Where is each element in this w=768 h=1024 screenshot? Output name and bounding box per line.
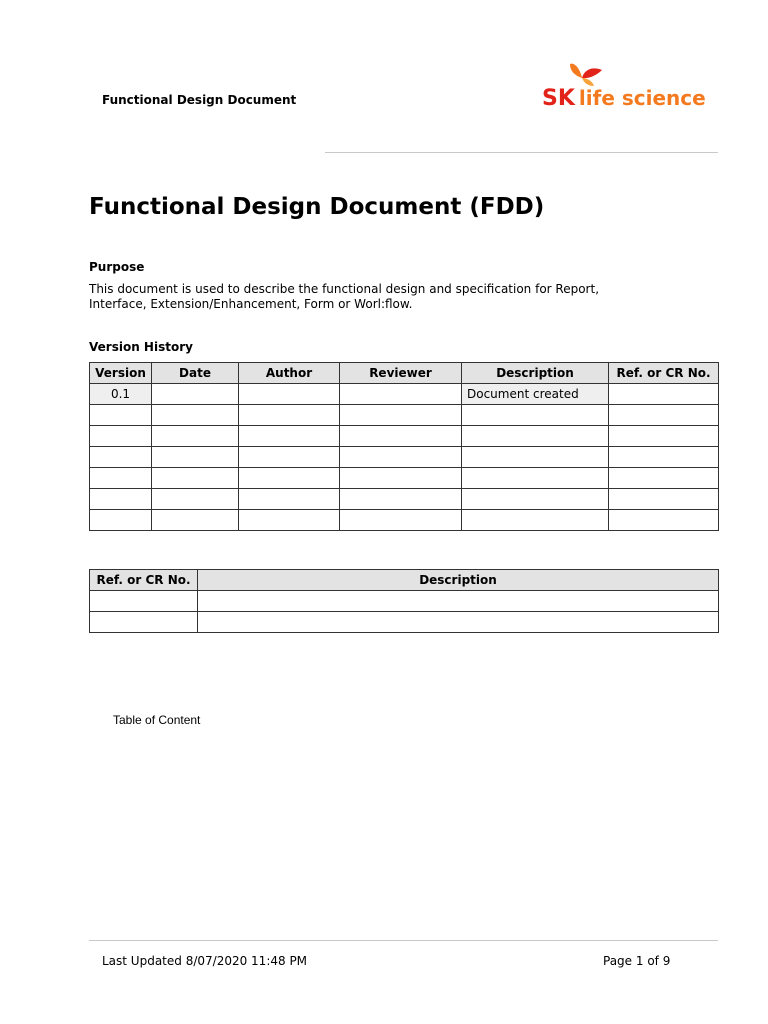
column-header-version: Version [90, 363, 152, 384]
purpose-text: This document is used to describe the functional design and specification for Report, Interface, Extension/Enhancement, Form or Worl:flow. [89, 282, 600, 311]
table-cell [239, 510, 340, 531]
column-header-description: Description [462, 363, 609, 384]
table-cell [340, 405, 462, 426]
table-cell [198, 612, 719, 633]
table-cell [152, 405, 239, 426]
company-logo [540, 60, 710, 110]
table-cell [90, 612, 198, 633]
column-header-description: Description [198, 570, 719, 591]
table-cell [609, 426, 719, 447]
table-row [90, 468, 719, 489]
table-row [90, 426, 719, 447]
table-cell [462, 510, 609, 531]
table-cell [239, 426, 340, 447]
table-cell [152, 384, 239, 405]
header-divider [325, 152, 718, 153]
logo-tagline: life science [578, 86, 706, 110]
table-row [90, 447, 719, 468]
table-cell [152, 447, 239, 468]
table-cell [90, 489, 152, 510]
table-cell [609, 510, 719, 531]
table-cell: 0.1 [90, 384, 152, 405]
table-row [90, 384, 719, 405]
column-header-reviewer: Reviewer [340, 363, 462, 384]
table-cell [462, 405, 609, 426]
column-header-date: Date [152, 363, 239, 384]
table-cell [90, 591, 198, 612]
table-cell [90, 510, 152, 531]
table-cell [340, 489, 462, 510]
table-cell [239, 405, 340, 426]
footer-divider [89, 940, 718, 941]
table-cell [609, 468, 719, 489]
table-cell [239, 447, 340, 468]
document-title: Functional Design Document (FDD) [89, 194, 545, 220]
table-cell [152, 426, 239, 447]
ref-description-table [89, 569, 719, 633]
table-cell [609, 384, 719, 405]
column-header-ref: Ref. or CR No. [609, 363, 719, 384]
table-cell [462, 447, 609, 468]
table-cell [90, 426, 152, 447]
header-title: Functional Design Document [102, 93, 297, 107]
table-cell [152, 510, 239, 531]
table-row [90, 591, 719, 612]
table-cell [152, 489, 239, 510]
table-cell [90, 447, 152, 468]
table-cell [239, 489, 340, 510]
table-cell [340, 447, 462, 468]
table-cell [340, 468, 462, 489]
table-cell: Document created [462, 384, 609, 405]
column-header-author: Author [239, 363, 340, 384]
table-cell [609, 489, 719, 510]
table-cell [90, 468, 152, 489]
table-cell [609, 405, 719, 426]
table-cell [152, 468, 239, 489]
table-cell [340, 426, 462, 447]
table-cell [340, 384, 462, 405]
table-cell [90, 405, 152, 426]
table-cell [198, 591, 719, 612]
table-of-content-label: Table of Content [113, 713, 201, 727]
table-cell [340, 510, 462, 531]
last-updated-text: Last Updated 8/07/2020 11:48 PM [102, 954, 308, 968]
table-header-row [90, 570, 719, 591]
table-row [90, 489, 719, 510]
table-cell [462, 426, 609, 447]
table-cell [462, 468, 609, 489]
page-number: Page 1 of 9 [603, 954, 671, 968]
logo-brand: SK [542, 86, 575, 111]
table-row [90, 612, 719, 633]
column-header-ref: Ref. or CR No. [90, 570, 198, 591]
table-cell [239, 384, 340, 405]
table-cell [609, 447, 719, 468]
table-cell [239, 468, 340, 489]
table-header-row [90, 363, 719, 384]
table-row [90, 510, 719, 531]
purpose-heading: Purpose [89, 260, 145, 274]
table-cell [462, 489, 609, 510]
version-history-heading: Version History [89, 340, 193, 354]
table-row [90, 405, 719, 426]
version-history-table [89, 362, 719, 531]
